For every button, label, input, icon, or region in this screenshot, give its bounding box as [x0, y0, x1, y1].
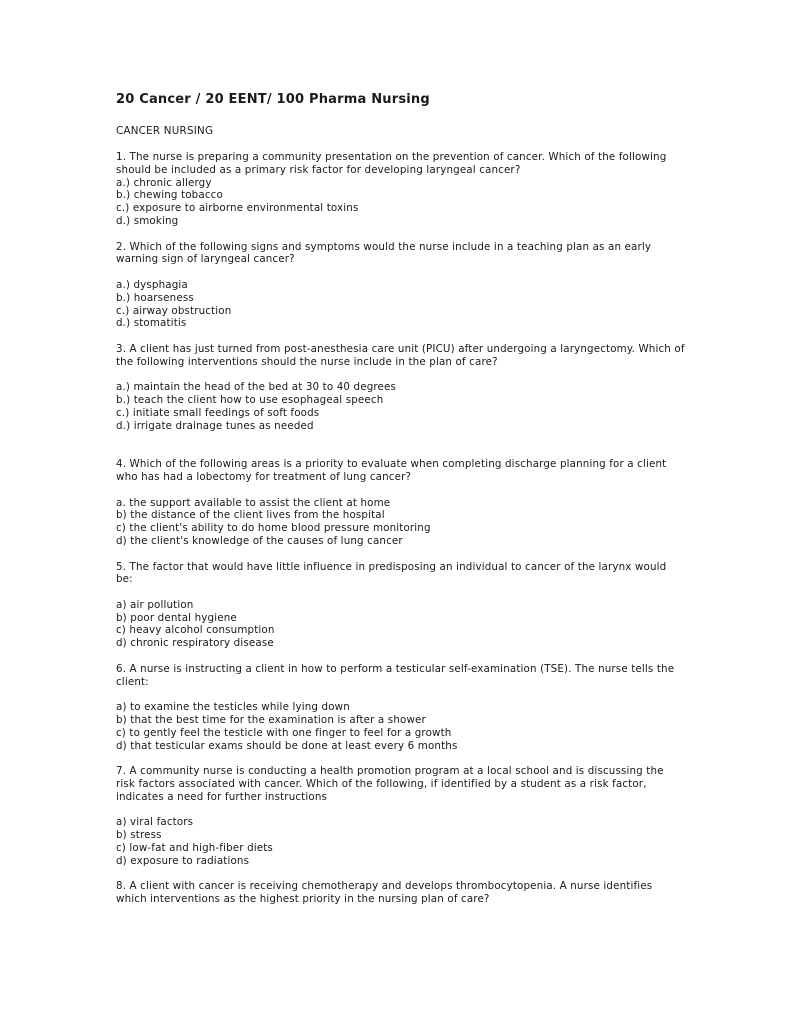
answer-option: c) low-fat and high-fiber diets — [116, 842, 273, 855]
answer-option: b) that the best time for the examination is after a shower — [116, 714, 426, 727]
answer-option: d) the client's knowledge of the causes of lung cancer — [116, 534, 403, 547]
question-8 — [116, 880, 686, 906]
question-7 — [116, 765, 686, 867]
question-stem: 7. A community nurse is conducting a health promotion program at a local school and is discussing the risk factors associated with cancer. Which of the following, if identified by a student as a risk factor, indicates a need for further instructions — [116, 765, 664, 803]
answer-option: c) to gently feel the testicle with one finger to feel for a growth — [116, 726, 452, 739]
answer-option: c) heavy alcohol consumption — [116, 624, 275, 637]
question-5 — [116, 561, 686, 651]
question-2 — [116, 241, 686, 331]
section-heading: CANCER NURSING — [116, 125, 214, 137]
question-3 — [116, 343, 686, 433]
question-list — [116, 151, 686, 906]
answer-option: a) air pollution — [116, 598, 194, 611]
question-6 — [116, 663, 686, 753]
answer-option: a.) chronic allergy — [116, 176, 212, 189]
answer-option: a.) maintain the head of the bed at 30 to 40 degrees — [116, 381, 397, 394]
answer-option: b.) hoarseness — [116, 291, 194, 304]
question-stem: 2. Which of the following signs and symptoms would the nurse include in a teaching plan as an early warning sign of laryngeal cancer? — [116, 240, 652, 266]
answer-option: b) poor dental hygiene — [116, 611, 237, 624]
answer-option: a) to examine the testicles while lying down — [116, 701, 350, 714]
question-1 — [116, 151, 686, 228]
question-4 — [116, 458, 686, 548]
answer-option: a. the support available to assist the client at home — [116, 496, 391, 509]
answer-option: d.) smoking — [116, 214, 179, 227]
answer-option: d) exposure to radiations — [116, 854, 250, 867]
question-stem: 8. A client with cancer is receiving chemotherapy and develops thrombocytopenia. A nurse identifies which interventions as the highest priority in the nursing plan of care? — [116, 880, 653, 906]
answer-option: b.) chewing tobacco — [116, 189, 223, 202]
question-stem: 6. A nurse is instructing a client in how to perform a testicular self-examination (TSE). The nurse tells the client: — [116, 662, 675, 688]
question-stem: 3. A client has just turned from post-anesthesia care unit (PICU) after undergoing a laryngectomy. Which of the following interventions should the nurse include in the plan of care? — [116, 342, 685, 368]
answer-option: c) the client's ability to do home blood pressure monitoring — [116, 522, 431, 535]
answer-option: c.) exposure to airborne environmental toxins — [116, 202, 359, 215]
answer-option: b) the distance of the client lives from the hospital — [116, 509, 385, 522]
question-stem: 5. The factor that would have little influence in predisposing an individual to cancer of the larynx would be: — [116, 560, 667, 586]
question-stem: 4. Which of the following areas is a priority to evaluate when completing discharge planning for a client who has had a lobectomy for treatment of lung cancer? — [116, 458, 667, 483]
answer-option: a.) dysphagia — [116, 278, 188, 291]
answer-option: c.) initiate small feedings of soft foods — [116, 406, 320, 419]
answer-option: a) viral factors — [116, 816, 194, 829]
answer-option: d.) irrigate drainage tunes as needed — [116, 419, 314, 432]
answer-option: b) stress — [116, 829, 162, 842]
answer-option: d.) stomatitis — [116, 317, 187, 330]
answer-option: c.) airway obstruction — [116, 304, 232, 317]
answer-option: b.) teach the client how to use esophageal speech — [116, 394, 384, 407]
answer-option: d) that testicular exams should be done at least every 6 months — [116, 739, 458, 752]
answer-option: d) chronic respiratory disease — [116, 637, 274, 650]
document-title: 20 Cancer / 20 EENT/ 100 Pharma Nursing — [116, 92, 430, 107]
question-stem: 1. The nurse is preparing a community presentation on the prevention of cancer. Which of the following should be included as a primary risk factor for developing laryngeal cancer? — [116, 151, 667, 176]
